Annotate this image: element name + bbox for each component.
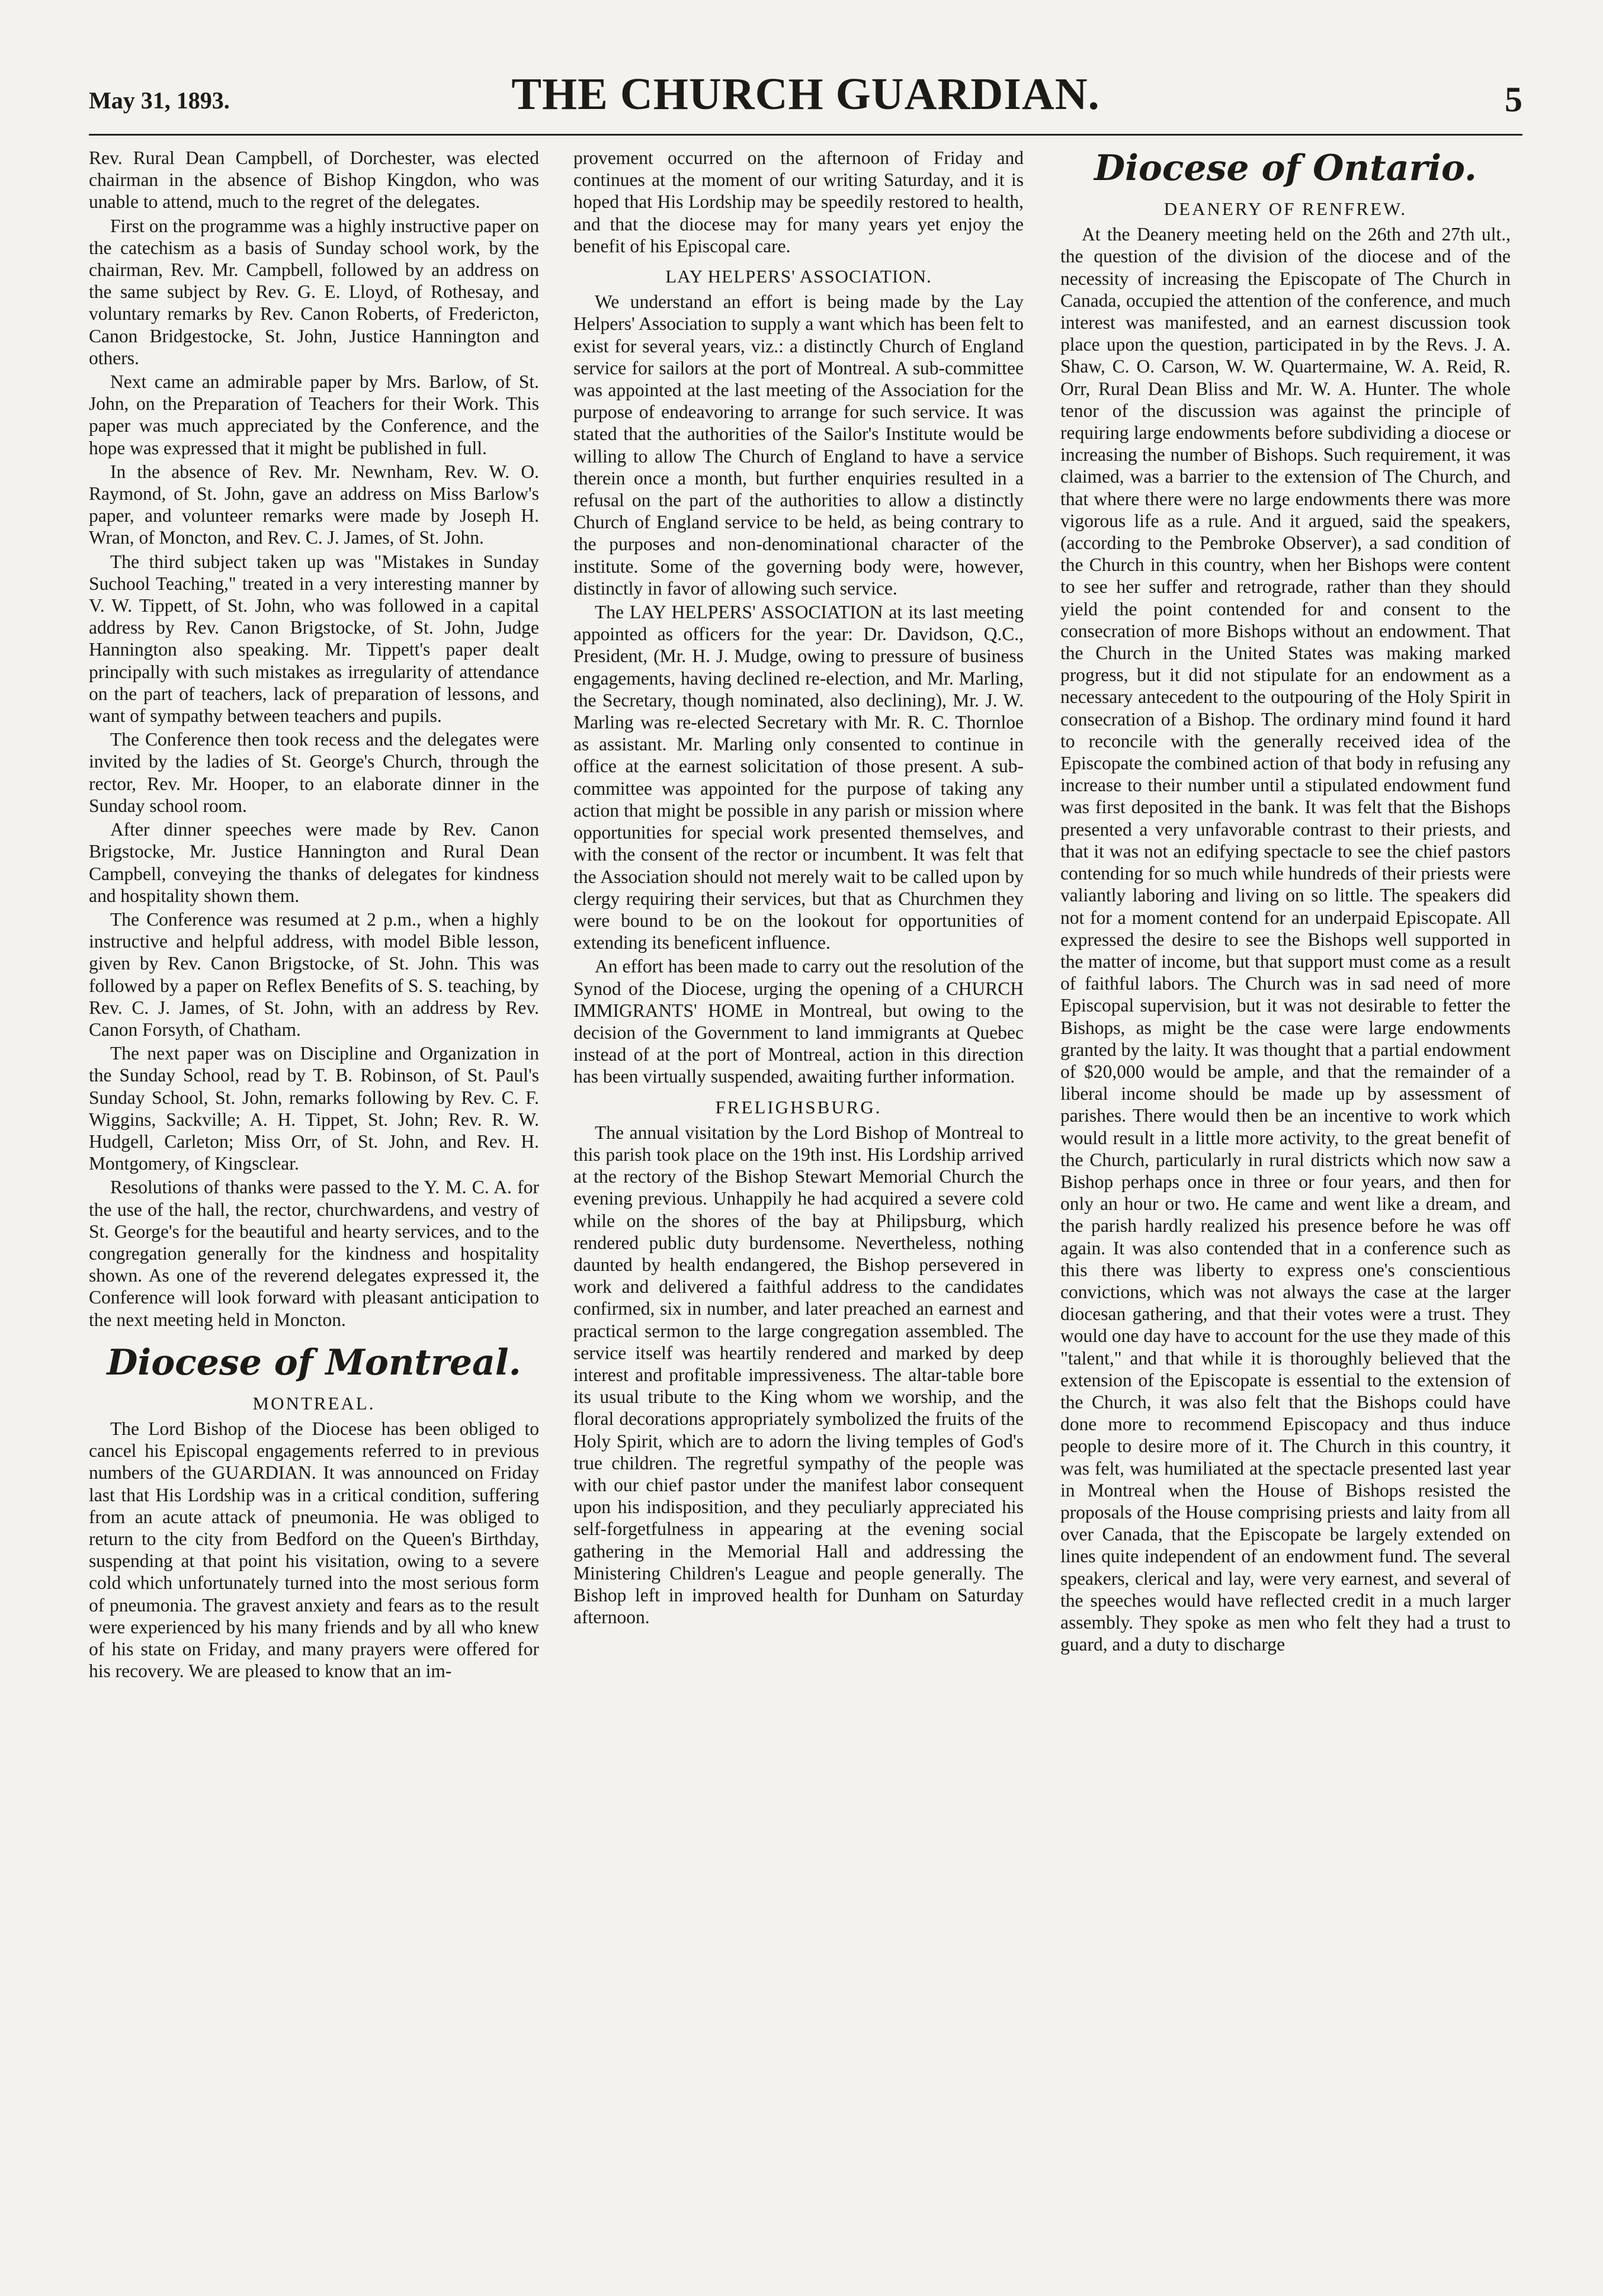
paragraph: In the absence of Rev. Mr. Newnham, Rev. W. O. Raymond, of St. John, gave an address on Miss Barlow's paper, and volunteer remarks were made by Joseph H. Wran, of Moncton, and Rev. C. J. James, of St. John. xyxy=(89,461,539,548)
subheading-lay-helpers: LAY HELPERS' ASSOCIATION. xyxy=(665,266,932,287)
paragraph: The annual visitation by the Lord Bishop of Montreal to this parish took place on the 19th inst. His Lordship arrived at the rectory of the Bishop Stewart Memorial Church the evening previous. Unhappily he had acquired a severe cold while on the shores of the bay at Philipsburg, which rendered public duty burdensome. Nevertheless, nothing daunted by health endangered, the Bishop persevered in work and delivered a faithful address to the candidates confirmed, six in number, and later preached an earnest and practical sermon to the large congregation assembled. The service itself was heartily rendered and marked by deep interest and profitable impressiveness. The altar-table bore its usual tribute to the King whom we worship, and the floral decorations appropriately symbolized the fruits of the Holy Spirit, which are to adorn the living temples of God's true children. The regretful sympathy of the people was with our chief pastor under the manifest labor consequent upon his indisposition, and they peculiarly appreciated his self-forgetfulness in appearing at the evening social gathering in the Memorial Hall and addressing the Ministering Children's League and people generally. The Bishop left in improved health for Dunham on Saturday afternoon. xyxy=(573,1122,1024,1628)
subheading-renfrew: DEANERY OF RENFREW. xyxy=(1163,198,1408,219)
paragraph: After dinner speeches were made by Rev. Canon Brigstocke, Mr. Justice Hannington and Rural Dean Campbell, conveying the thanks of delegates for kindness and hospitality shown them. xyxy=(89,819,539,906)
paragraph: Rev. Rural Dean Campbell, of Dorchester, was elected chairman in the absence of Bishop Kingdon, who was unable to attend, much to the regret of the delegates. xyxy=(89,147,539,213)
paragraph: The next paper was on Discipline and Organization in the Sunday School, read by T. B. Robinson, of St. Paul's Sunday School, St. John, remarks following by Rev. C. F. Wiggins, Sackville; A. H. Tippet, St. John; Rev. R. W. Hudgell, Carleton; Miss Orr, of St. John, and Rev. H. Montgomery, of Kingsclear. xyxy=(89,1043,539,1174)
paragraph: The Lord Bishop of the Diocese has been obliged to cancel his Episcopal engagements referred to in previous numbers of the GUARDIAN. It was announced on Friday last that His Lordship was in a critical condition, suffering from an acute attack of pneumonia. He was obliged to return to the city from Bedford on the Queen's Birthday, suspending at that point his visitation, owing to a severe cold which unfortunately turned into the most serious form of pneumonia. The gravest anxiety and fears as to the result were experienced by his many friends and by all who knew of his state on Friday, and many prayers were offered for his recovery. We are pleased to know that an im- xyxy=(89,1418,539,1682)
column-3 xyxy=(1060,147,1511,2273)
paragraph: Resolutions of thanks were passed to the Y. M. C. A. for the use of the hall, the rector, churchwardens, and vestry of St. George's for the beautiful and hearty services, and to the congregation generally for the kindness and hospitality shown. As one of the reverend delegates expressed it, the Conference will look forward with pleasant anticipation to the next meeting held in Moncton. xyxy=(89,1177,539,1330)
section-heading-ontario: Diocese of Ontario. xyxy=(1094,147,1477,189)
paragraph: The Conference then took recess and the delegates were invited by the ladies of St. George's Church, through the rector, Rev. Mr. Hooper, to an elaborate dinner in the Sunday school room. xyxy=(89,729,539,816)
paragraph: The LAY HELPERS' ASSOCIATION at its last meeting appointed as officers for the year: Dr. Davidson, Q.C., President, (Mr. H. J. Mudge, owing to pressure of business engagements, having declined re-election, and Mr. Marling, the Secretary, though nominated, also declining), Mr. J. W. Marling was re-elected Secretary with Mr. R. C. Thornloe as assistant. Mr. Marling only consented to continue in office at the earnest solicitation of those present. A sub-committee was appointed for the purpose of taking any action that might be possible in any parish or mission where opportunities for special work presented themselves, and with the consent of the rector or incumbent. It was felt that the Association should not merely wait to be called upon by clergy requiring their services, but that as Churchmen they were bound to be on the lookout for opportunities of extending its beneficent influence. xyxy=(573,602,1024,953)
paragraph: The Conference was resumed at 2 p.m., when a highly instructive and helpful address, with model Bible lesson, given by Rev. Canon Brigstocke, of St. John. This was followed by a paper on Reflex Benefits of S. S. teaching, by Rev. C. J. James, of St. John, with an address by Rev. Canon Forsyth, of Chatham. xyxy=(89,908,539,1040)
masthead-rule xyxy=(89,134,1522,136)
masthead xyxy=(89,66,1522,137)
subheading-frelighsburg: FRELIGHSBURG. xyxy=(715,1096,882,1118)
paragraph: First on the programme was a highly instructive paper on the catechism as a basis of Sunday school work, by the chairman, Rev. Mr. Campbell, followed by an address on the same subject by Rev. G. E. Lloyd, of Rothesay, and voluntary remarks by Rev. Canon Roberts, of Fredericton, Canon Bridgestocke, St. John, Justice Hannington and others. xyxy=(89,215,539,368)
paragraph: At the Deanery meeting held on the 26th and 27th ult., the question of the division of the diocese and of the necessity of increasing the Episcopate of The Church in Canada, occupied the attention of the conference, and much interest was manifested, and an earnest discussion took place upon the question, participated in by the Revs. J. A. Shaw, C. O. Carson, W. W. Quartermaine, W. A. Reid, R. Orr, Rural Dean Bliss and Mr. W. A. Hunter. The whole tenor of the discussion was against the principle of requiring large endowments before subdividing a diocese or increasing the number of Bishops. Such requirement, it was claimed, was a barrier to the extension of The Church, and that where there were no large endowments there was more vigorous life as a rule. And it argued, said the speakers, (according to the Pembroke Observer), a sad condition of the Church in this country, when her Bishops were content to see her suffer and retrograde, rather than they should yield the point contended for and consent to the consecration of more Bishops without an endowment. That the Church in the United States was making marked progress, but it did not stipulate for an endowment as a necessary antecedent to the outpouring of the Holy Spirit in consecration of a Bishop. The ordinary mind found it hard to reconcile with the generally received idea of the Episcopate the combined action of that body in refusing any increase to their number until a stipulated endowment fund was first deposited in the bank. It was felt that the Bishops presented a very unfavorable contrast to their priests, and that it was not an edifying spectacle to see the chief pastors contending for so much while hundreds of their priests were valiantly laboring and living on so little. The speakers did not for a moment contend for an underpaid Episcopate. All expressed the desire to see the Bishops well supported in the matter of income, but that support must come as a result of faithful labors. The Church was in sad need of more Episcopal supervision, but it was not desirable to fetter the Bishops, as might be the case were large endowments granted by the laity. It was thought that a partial endowment of $20,000 would be ample, and that the remainder of a liberal income should be made up by assessment of parishes. There would then be an incentive to work which would result in a little more activity, to the great benefit of the Church, particularly in rural districts which now saw a Bishop perhaps once in three or four years, and then for only an hour or two. He came and went like a dream, and the parish hardly realized his presence before he was off again. It was also contended that in a conference such as this there was liberty to express one's conscientious convictions, which was not always the case at the larger diocesan gathering, and that their votes were a trust. They would one day have to account for the use they made of this "talent," and that while it is thoroughly believed that the extension of the Episcopate is essential to the extension of the Church, it was also felt that the Bishops could have done more to recommend Episcopacy and thus induce people to desire more of it. The Church in this country, it was felt, was humiliated at the spectacle presented last year in Montreal when the House of Bishops resisted the proposals of the House comprising priests and laity from all over Canada, that the Episcopate be largely extended on lines quite independent of an endowment fund. The several speakers, clerical and lay, were very earnest, and several of the speeches would have reflected credit in a much larger assembly. They spoke as men who felt they had a trust to guard, and a duty to discharge xyxy=(1060,224,1511,1655)
paragraph: We understand an effort is being made by the Lay Helpers' Association to supply a want which has been felt to exist for several years, viz.: a distinctly Church of England service for sailors at the port of Montreal. A sub-committee was appointed at the last meeting of the Association for the purpose of endeavoring to arrange for such service. It was stated that the authorities of the Sailor's Institute would be willing to allow The Church of England to have a service therein once a month, but further enquiries resulted in a refusal on the part of the authorities to allow a distinctly Church of England service to be held, as being contrary to the purposes and non-denominational character of the institute. Some of the governing body were, however, distinctly in favor of allowing such service. xyxy=(573,291,1024,599)
section-heading-montreal: Diocese of Montreal. xyxy=(107,1341,521,1383)
paragraph: Next came an admirable paper by Mrs. Barlow, of St. John, on the Preparation of Teachers for their Work. This paper was much appreciated by the Conference, and the hope was expressed that it might be published in full. xyxy=(89,371,539,458)
paragraph: The third subject taken up was "Mistakes in Sunday Suchool Teaching," treated in a very interesting manner by V. W. Tippett, of St. John, who was followed in a capital address by Rev. Canon Brigstocke, of St. John, Judge Hannington also speaking. Mr. Tippett's paper dealt principally with such mistakes as irregularity of attendance on the part of teachers, lack of preparation of lessons, and want of sympathy between teachers and pupils. xyxy=(89,551,539,727)
issue-date: May 31, 1893. xyxy=(89,87,230,114)
paragraph: An effort has been made to carry out the resolution of the Synod of the Diocese, urging the opening of a CHURCH IMMIGRANTS' HOME in Montreal, but owing to the decision of the Government to land immigrants at Quebec instead of at the port of Montreal, action in this direction has been virtually suspended, awaiting further information. xyxy=(573,956,1024,1087)
page-number: 5 xyxy=(1505,80,1522,119)
column-1 xyxy=(89,147,539,2273)
paragraph: provement occurred on the afternoon of Friday and continues at the moment of our writing Saturday, and it is hoped that His Lordship may be speedily restored to health, and that the diocese may for many years yet enjoy the benefit of his Episcopal care. xyxy=(573,147,1024,256)
newspaper-title: THE CHURCH GUARDIAN. xyxy=(511,69,1100,119)
subheading-montreal: MONTREAL. xyxy=(252,1392,376,1414)
column-2 xyxy=(573,147,1024,2273)
